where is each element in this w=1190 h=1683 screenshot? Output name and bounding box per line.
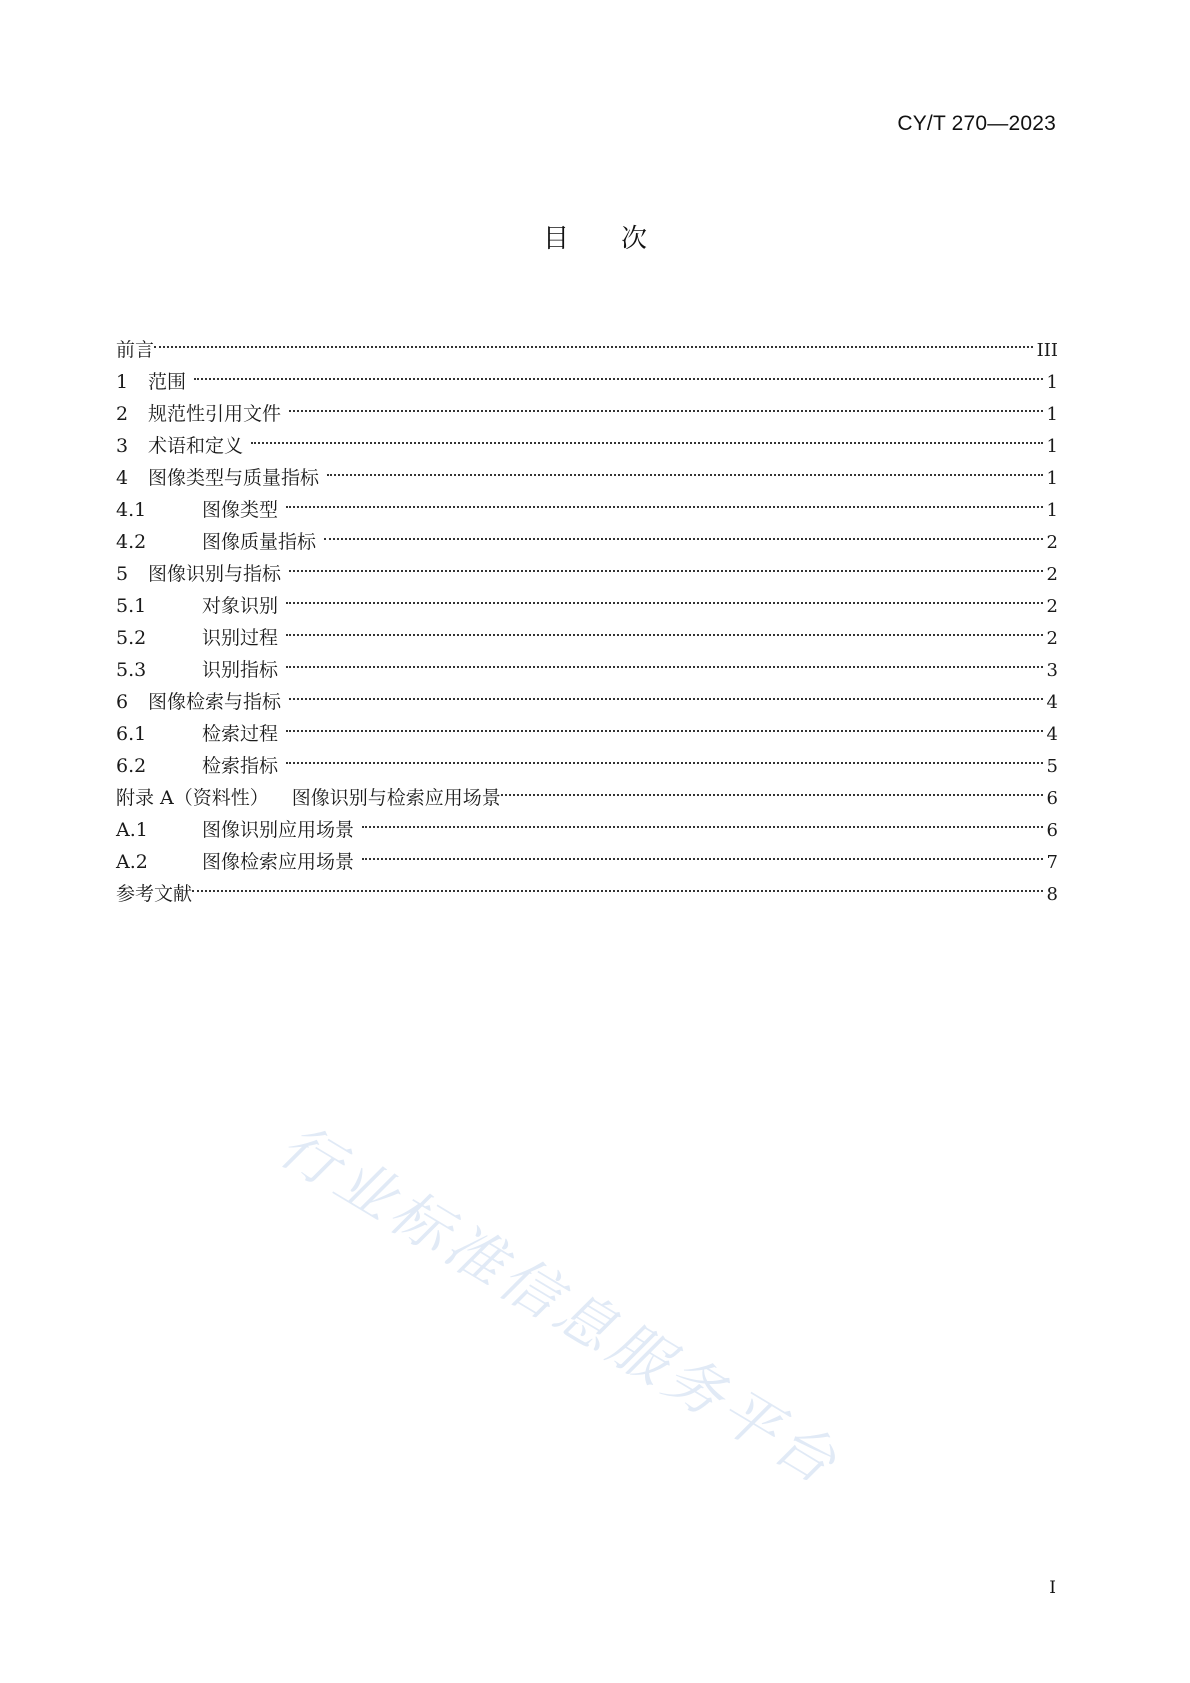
toc-entry-title: 术语和定义	[148, 435, 244, 457]
document-code: CY/T 270—2023	[897, 112, 1056, 135]
toc-leader-dots	[286, 644, 1045, 676]
toc-entry-title: 图像类型与质量指标	[148, 467, 320, 489]
toc-leader-dots	[324, 516, 1045, 548]
toc-entry-title: 图像识别应用场景	[202, 819, 355, 841]
toc-entry-number: 4.1	[116, 499, 147, 521]
toc-entry-number: 4.2	[116, 531, 147, 553]
toc-entry-page: 4	[1046, 724, 1058, 745]
toc-entry[interactable]	[116, 356, 1058, 393]
toc-entry-title: 图像质量指标	[202, 531, 317, 553]
toc-entry-number: 附录 A（资料性）	[116, 787, 269, 809]
toc-entry-page: 6	[1046, 820, 1058, 841]
toc-entry-title: 检索过程	[202, 723, 279, 745]
toc-entry-title: 图像检索应用场景	[202, 851, 355, 873]
toc-leader-dots	[327, 452, 1045, 484]
toc-entry[interactable]	[116, 420, 1058, 457]
toc-entry-page: 2	[1046, 564, 1058, 585]
page-title: 目 次	[542, 224, 647, 254]
toc-entry-title: 图像类型	[202, 499, 279, 521]
toc-entry-number: 5	[116, 563, 129, 585]
toc-entry-page: 5	[1046, 756, 1058, 777]
toc-entry-page: 1	[1046, 372, 1058, 393]
toc-leader-dots	[289, 676, 1045, 708]
toc-leader-dots	[286, 612, 1045, 644]
toc-entry-page: 6	[1046, 788, 1058, 809]
toc-entry-title: 识别指标	[202, 659, 279, 681]
toc-leader-dots	[286, 708, 1045, 740]
toc-entry-title: 图像识别与指标	[148, 563, 282, 585]
toc-entry-title: 范围	[148, 371, 187, 393]
toc-entry-title: 规范性引用文件	[148, 403, 282, 425]
toc-entry-page: 1	[1046, 436, 1058, 457]
toc-entry-number: A.2	[116, 851, 148, 873]
toc-leader-dots	[289, 388, 1045, 420]
toc-entry-page: 3	[1046, 660, 1058, 681]
watermark-text: 行业标准信息服务平台	[268, 1111, 852, 1500]
toc-entry-title: 前言	[116, 339, 155, 361]
toc-entry-page: 1	[1046, 500, 1058, 521]
toc-entry-title: 参考文献	[116, 883, 193, 905]
toc-entry-page: 2	[1046, 532, 1058, 553]
toc-entry-number: 2	[116, 403, 129, 425]
toc-entry[interactable]	[116, 388, 1058, 425]
toc-entry-title: 对象识别	[202, 595, 279, 617]
toc-entry[interactable]	[116, 868, 1058, 905]
toc-leader-dots	[286, 740, 1045, 772]
toc-entry-number: 6.2	[116, 755, 147, 777]
toc-entry-number: 1	[116, 371, 129, 393]
toc-entry-number: 6	[116, 691, 129, 713]
table-of-contents	[116, 324, 1058, 905]
toc-entry-page: 8	[1046, 884, 1058, 905]
toc-entry-title: 图像识别与检索应用场景	[272, 787, 501, 809]
page-number: I	[1049, 1578, 1056, 1598]
toc-leader-dots	[501, 772, 1045, 804]
toc-entry-page: 2	[1046, 628, 1058, 649]
toc-leader-dots	[251, 420, 1045, 452]
toc-entry[interactable]	[116, 324, 1058, 361]
toc-entry-page: III	[1036, 340, 1058, 361]
toc-entry-page: 7	[1046, 852, 1058, 873]
toc-leader-dots	[286, 580, 1045, 612]
toc-entry-page: 1	[1046, 404, 1058, 425]
toc-entry-number: 4	[116, 467, 129, 489]
toc-entry-number: 5.3	[116, 659, 147, 681]
toc-entry-title: 识别过程	[202, 627, 279, 649]
toc-entry-number: A.1	[116, 819, 148, 841]
toc-entry[interactable]	[116, 452, 1058, 489]
toc-leader-dots	[362, 836, 1045, 868]
toc-entry-page: 4	[1046, 692, 1058, 713]
toc-leader-dots	[289, 548, 1045, 580]
toc-entry-number: 6.1	[116, 723, 147, 745]
toc-entry-number: 3	[116, 435, 129, 457]
toc-entry-page: 2	[1046, 596, 1058, 617]
toc-leader-dots	[286, 484, 1045, 516]
toc-leader-dots	[154, 324, 1035, 356]
toc-entry-number: 5.2	[116, 627, 147, 649]
toc-leader-dots	[192, 868, 1045, 900]
toc-leader-dots	[194, 356, 1045, 388]
toc-entry-page: 1	[1046, 468, 1058, 489]
toc-entry-title: 检索指标	[202, 755, 279, 777]
toc-entry-title: 图像检索与指标	[148, 691, 282, 713]
toc-leader-dots	[362, 804, 1045, 836]
toc-entry-number: 5.1	[116, 595, 147, 617]
